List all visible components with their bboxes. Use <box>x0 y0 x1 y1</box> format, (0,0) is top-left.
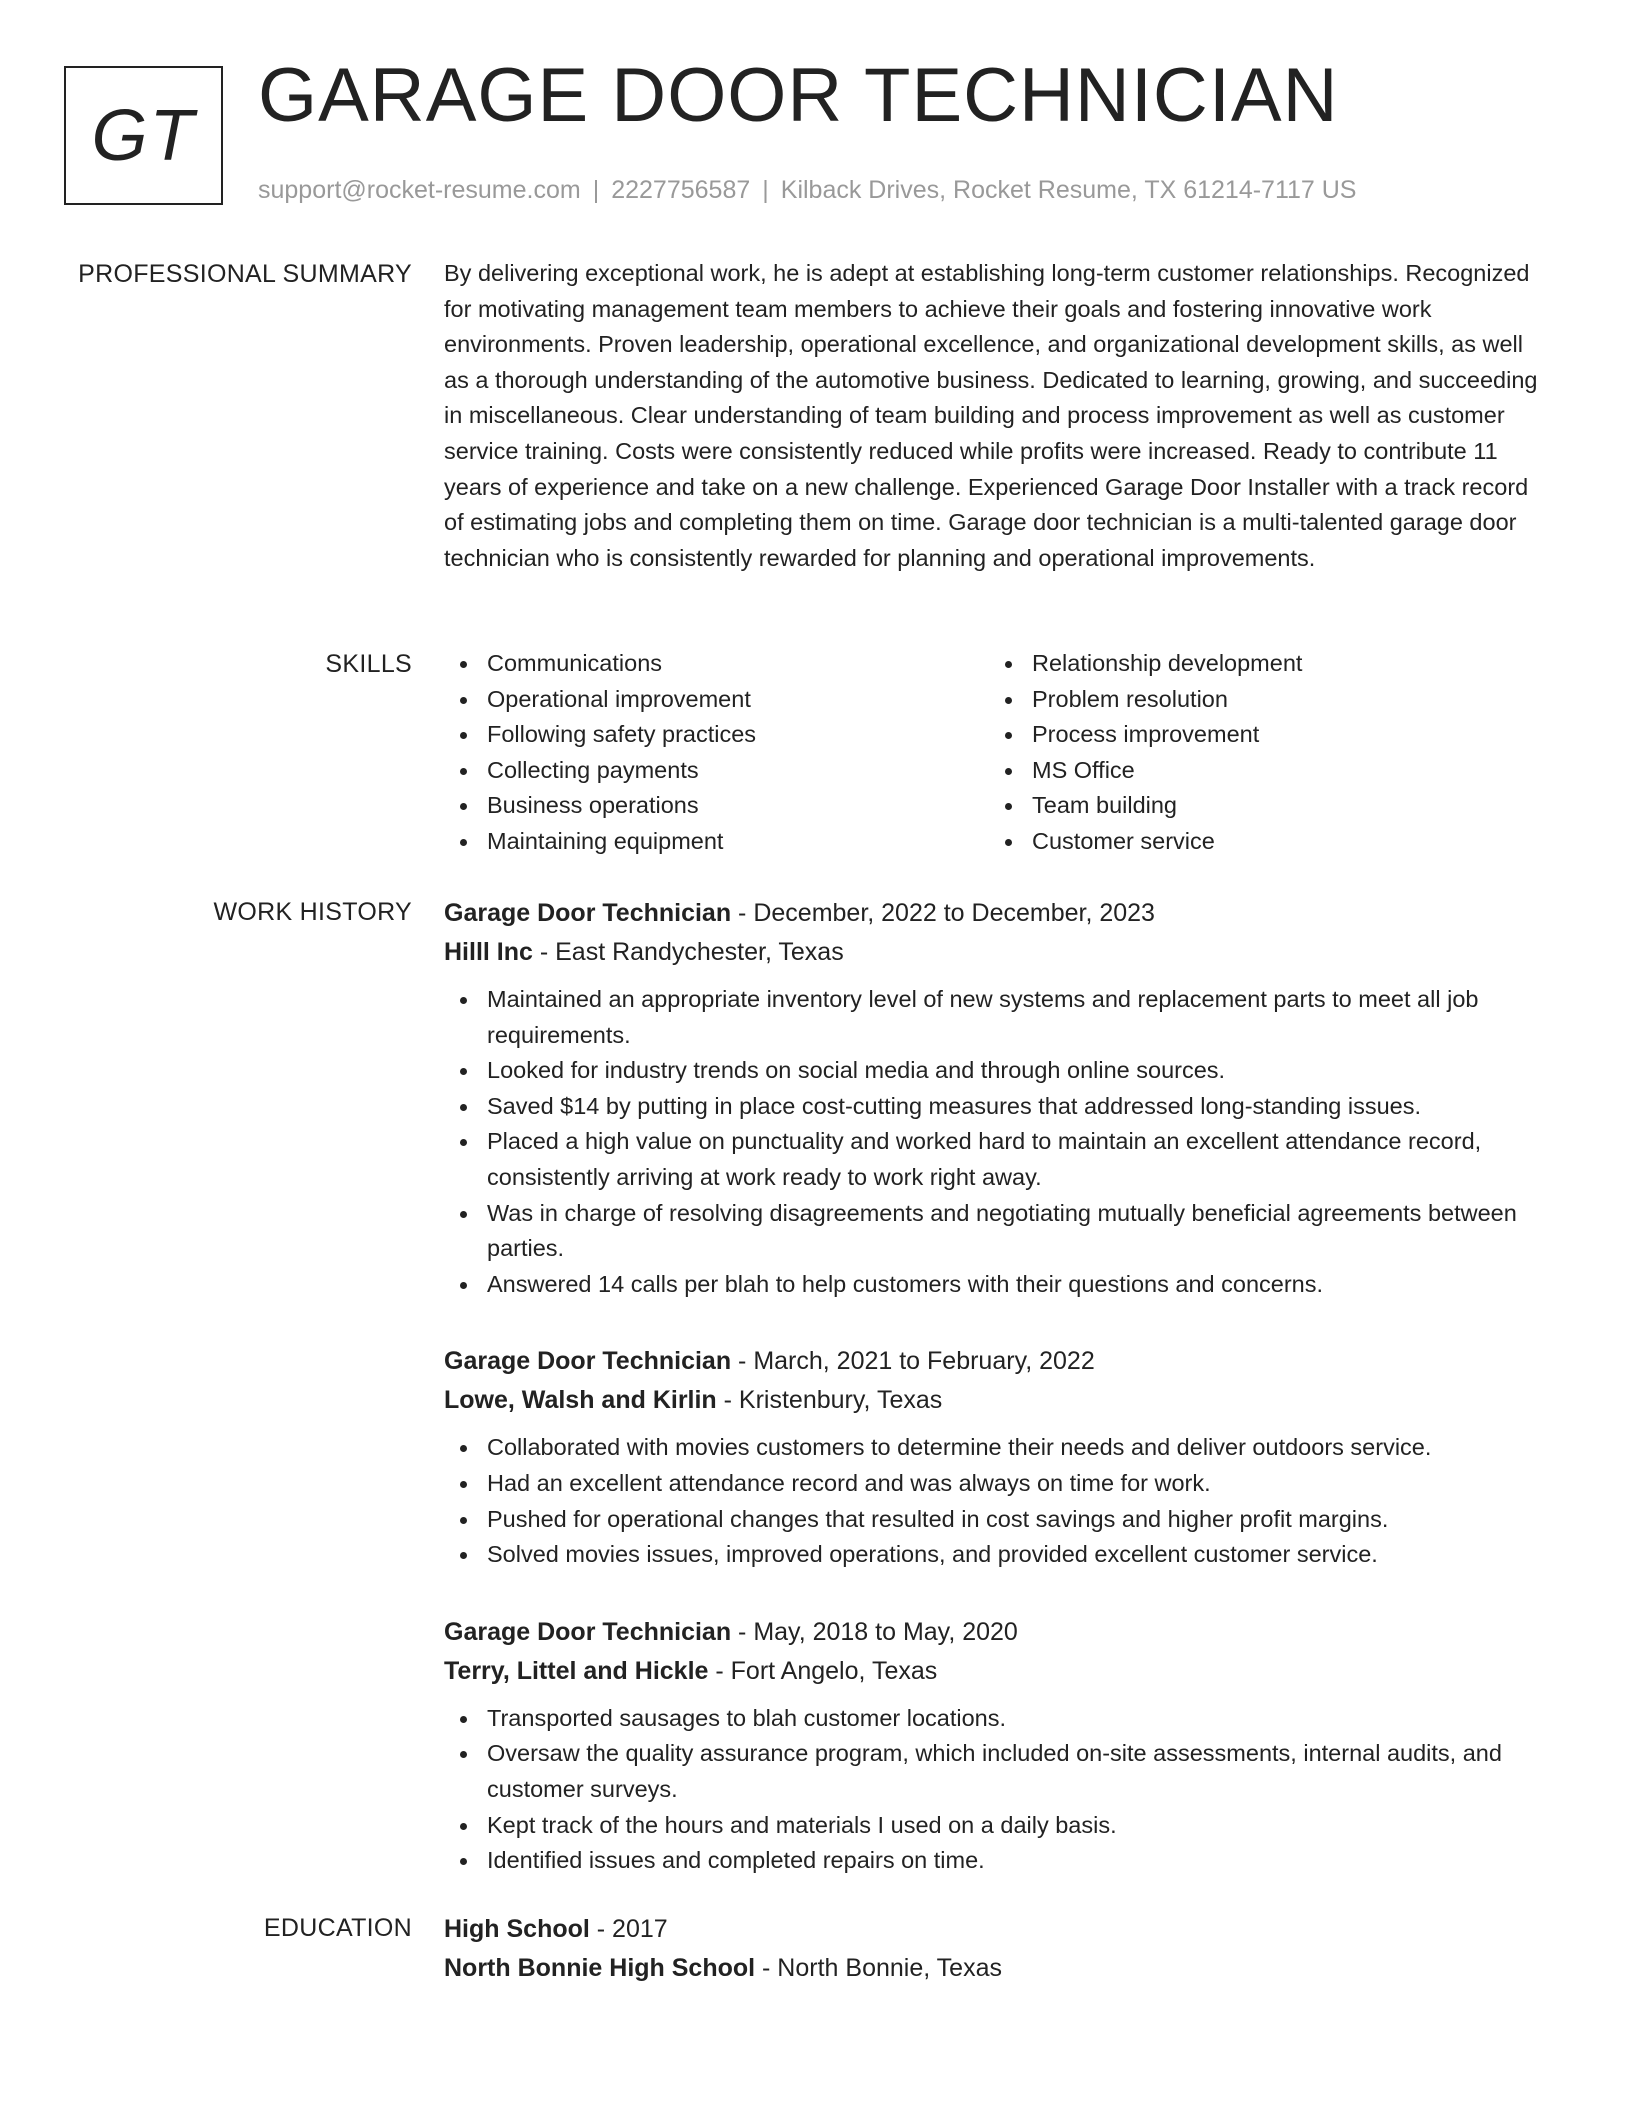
skills-list-left <box>444 646 989 860</box>
skill-item: Process improvement <box>989 717 1534 753</box>
job-dates: - March, 2021 to February, 2022 <box>731 1347 1095 1376</box>
section-heading: SKILLS <box>325 650 412 678</box>
skill-item: Team building <box>989 788 1534 824</box>
job-bullet: Was in charge of resolving disagreements and negotiating mutually beneficial agreements between parties. <box>444 1196 1554 1267</box>
skill-item: Collecting payments <box>444 753 989 789</box>
job-bullet: Oversaw the quality assurance program, which included on-site assessments, internal audits, and customer surveys. <box>444 1736 1554 1807</box>
skill-item: Following safety practices <box>444 717 989 753</box>
job-bullets <box>444 1701 1554 1879</box>
work-history-body <box>444 894 1554 1919</box>
job-bullet: Identified issues and completed repairs on time. <box>444 1843 1554 1879</box>
education-location: - North Bonnie, Texas <box>755 1954 1002 1982</box>
job-bullet: Maintained an appropriate inventory level of new systems and replacement parts to meet all job requirements. <box>444 982 1554 1053</box>
contact-email[interactable]: support@rocket-resume.com <box>258 176 581 204</box>
contact-phone[interactable]: 2227756587 <box>611 176 751 204</box>
job-bullets <box>444 982 1554 1302</box>
skill-item: Communications <box>444 646 989 682</box>
resume-title: GARAGE DOOR TECHNICIAN <box>258 53 1339 138</box>
section-heading: PROFESSIONAL SUMMARY <box>78 260 412 288</box>
job-location: - East Randychester, Texas <box>532 938 844 966</box>
job-bullet: Transported sausages to blah customer locations. <box>444 1701 1554 1737</box>
skill-item: MS Office <box>989 753 1534 789</box>
contact-separator: | <box>592 176 600 204</box>
job-title-line <box>444 1342 1554 1381</box>
job-location: - Fort Angelo, Texas <box>708 1656 938 1685</box>
contact-address: Kilback Drives, Rocket Resume, TX 61214-7117 US <box>780 176 1357 204</box>
contact-line <box>258 176 1357 205</box>
job-dates: - May, 2018 to May, 2020 <box>731 1617 1018 1646</box>
job-entry <box>444 894 1554 1302</box>
education-school: North Bonnie High School <box>444 1954 756 1982</box>
section-heading: EDUCATION <box>263 1914 412 1942</box>
education-school-line <box>444 1949 1554 1988</box>
job-location: - Kristenbury, Texas <box>716 1386 943 1415</box>
education-year: - 2017 <box>589 1915 668 1943</box>
job-company: Terry, Littel and Hickle <box>444 1656 709 1685</box>
skill-item: Maintaining equipment <box>444 824 989 860</box>
job-bullet: Collaborated with movies customers to determine their needs and deliver outdoors service. <box>444 1430 1554 1466</box>
job-bullet: Saved $14 by putting in place cost-cutting measures that addressed long-standing issues. <box>444 1089 1554 1125</box>
section-heading: WORK HISTORY <box>213 898 412 926</box>
job-bullet: Looked for industry trends on social media and through online sources. <box>444 1053 1554 1089</box>
job-bullet: Answered 14 calls per blah to help customers with their questions and concerns. <box>444 1267 1554 1303</box>
skills-list-right <box>989 646 1534 860</box>
education-body <box>444 1910 1554 1988</box>
job-dates: - December, 2022 to December, 2023 <box>731 899 1155 927</box>
job-bullet: Kept track of the hours and materials I used on a daily basis. <box>444 1808 1554 1844</box>
job-title: Garage Door Technician <box>444 1347 732 1376</box>
job-bullets <box>444 1430 1554 1572</box>
job-company-line <box>444 1381 1554 1420</box>
job-company-line <box>444 1652 1554 1691</box>
skill-item: Relationship development <box>989 646 1534 682</box>
job-entry <box>444 1342 1554 1572</box>
job-bullet: Solved movies issues, improved operations, and provided excellent customer service. <box>444 1537 1554 1573</box>
monogram-logo: GT <box>64 66 223 205</box>
job-bullet: Had an excellent attendance record and was always on time for work. <box>444 1466 1554 1502</box>
skills-body <box>444 646 1554 860</box>
job-entry <box>444 1613 1554 1879</box>
job-title: Garage Door Technician <box>444 1617 732 1646</box>
job-title-line <box>444 1613 1554 1652</box>
skill-item: Operational improvement <box>444 682 989 718</box>
job-company-line <box>444 933 1554 972</box>
education-degree: High School <box>444 1915 590 1943</box>
job-company: Hilll Inc <box>444 938 533 966</box>
skill-item: Business operations <box>444 788 989 824</box>
job-title-line <box>444 894 1554 933</box>
summary-text: By delivering exceptional work, he is adept at establishing long-term customer relationships. Recognized for motivating management team members to achieve their goals and fostering innovative work environments. Proven leadership, operational excellence, and organizational development skills, as well as a thorough understanding of the automotive business. Dedicated to learning, growing, and succeeding in miscellaneous. Clear understanding of team building and process improvement as well as customer service training. Costs were consistently reduced while profits were increased. Ready to contribute 11 years of experience and take on a new challenge. Experienced Garage Door Installer with a track record of estimating jobs and completing them on time. Garage door technician is a multi-talented garage door technician who is consistently rewarded for planning and operational improvements. <box>444 260 1538 571</box>
job-bullet: Placed a high value on punctuality and worked hard to maintain an excellent attendance record, consistently arriving at work ready to work right away. <box>444 1124 1554 1195</box>
contact-separator: | <box>762 176 769 204</box>
job-title: Garage Door Technician <box>444 899 732 927</box>
skill-item: Problem resolution <box>989 682 1534 718</box>
job-company: Lowe, Walsh and Kirlin <box>444 1386 717 1415</box>
education-degree-line <box>444 1910 1554 1949</box>
job-bullet: Pushed for operational changes that resulted in cost savings and higher profit margins. <box>444 1502 1554 1538</box>
skill-item: Customer service <box>989 824 1534 860</box>
